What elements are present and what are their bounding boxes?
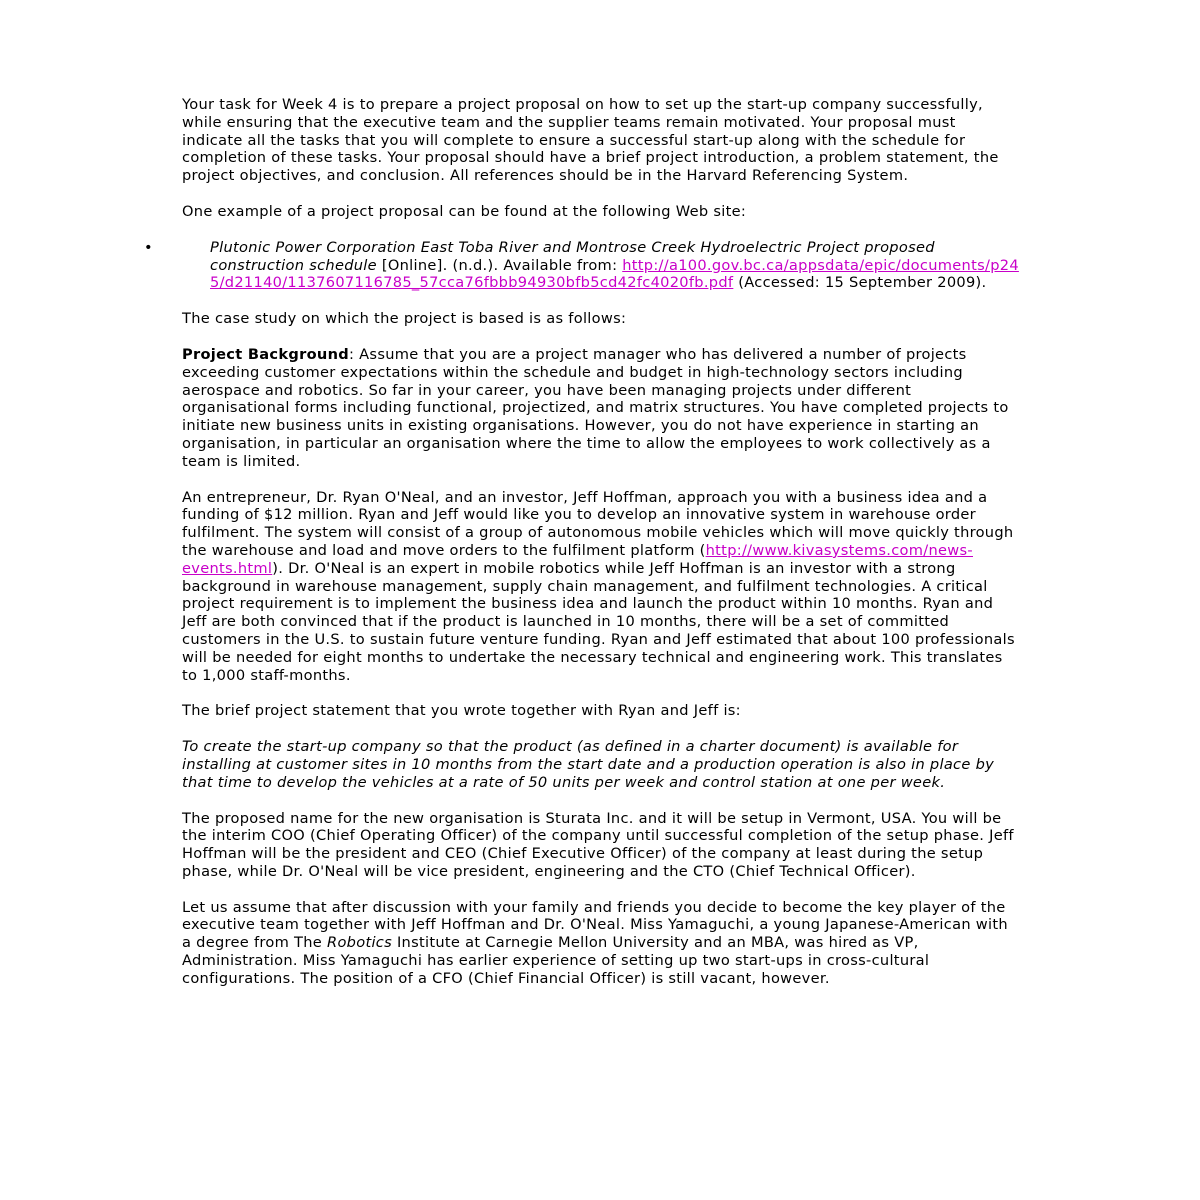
- paragraph-case-study-intro: The case study on which the project is based is as follows:: [182, 310, 627, 328]
- kivasystems-link[interactable]: http://www.kivasystems.com/news-events.html: [182, 541, 973, 577]
- paragraph-brief-statement-intro: The brief project statement that you wrote together with Ryan and Jeff is:: [182, 702, 741, 720]
- reference-online-note: [Online]. (n.d.). Available from:: [381, 256, 618, 274]
- paragraph-entrepreneur: [182, 489, 1020, 685]
- entrepreneur-text-part1: An entrepreneur, Dr. Ryan O'Neal, and an investor, Jeff Hoffman, approach you with a business idea and a funding of $12 million. Ryan and Jeff would like you to develop an innovative system in warehouse order fulfilment. The system will consist of a group of autonomous mobile vehicles which will move quickly through the warehouse and load and move orders to the fulfilment platform (: [182, 488, 1014, 559]
- document-content: [144, 96, 1020, 1006]
- assume-text-part2: Institute at Carnegie Mellon University and an MBA, was hired as VP, Administration. Miss Yamaguchi has earlier experience of setting up two start-ups in cross-cultural configurations. The position of a CFO (Chief Financial Officer) is still vacant, however.: [182, 934, 930, 987]
- paragraph-project-statement-quote: To create the start-up company so that the product (as defined in a charter document) is available for installing at customer sites in 10 months from the start date and a production operation is also in place by that time to develop the vehicles at a rate of 50 units per week and control station at one per week.: [182, 738, 995, 791]
- reference-url-link[interactable]: http://a100.gov.bc.ca/appsdata/epic/documents/p245/d21140/1137607116785_57cca76fbbb94930bfb5cd42fc4020fb.pdf: [210, 256, 1019, 292]
- project-background-label: Project Background: [182, 345, 350, 363]
- bullet-icon: •: [144, 238, 153, 256]
- paragraph-project-background: [182, 346, 1020, 471]
- robotics-institute-italic: Robotics: [327, 934, 393, 952]
- list-item-reference: [144, 238, 1020, 292]
- paragraph-proposed-name: The proposed name for the new organisation is Sturata Inc. and it will be setup in Vermont, USA. You will be the interim COO (Chief Operating Officer) of the company until successful completion of the setup phase. Jeff Hoffman will be the president and CEO (Chief Executive Officer) of the company at least during the setup phase, while Dr. O'Neal will be vice president, engineering and the CTO (Chief Technical Officer).: [182, 809, 1014, 880]
- assume-text-part1: Let us assume that after discussion with your family and friends you decide to become the key player of the executive team together with Jeff Hoffman and Dr. O'Neal. Miss Yamaguchi, a young Japanese-American with a degree from The: [182, 898, 1008, 952]
- reference-title: Plutonic Power Corporation East Toba River and Montrose Creek Hydroelectric Project proposed construction schedule: [210, 238, 935, 274]
- entrepreneur-text-part2: ). Dr. O'Neal is an expert in mobile robotics while Jeff Hoffman is an investor with a strong background in warehouse management, supply chain management, and fulfilment technologies. A critical project requirement is to implement the business idea and launch the product within 10 months. Ryan and Jeff are both convinced that if the product is launched in 10 months, there will be a set of committed customers in the U.S. to sustain future venture funding. Ryan and Jeff estimated that about 100 professionals will be needed for eight months to undertake the necessary technical and engineering work. This translates to 1,000 staff-months.: [182, 559, 1015, 684]
- paragraph-example-intro: One example of a project proposal can be found at the following Web site:: [182, 202, 747, 220]
- project-background-text: : Assume that you are a project manager who has delivered a number of projects exceeding customer expectations within the schedule and budget in high-technology sectors including aerospace and robotics. So far in your career, you have been managing projects under different organisational forms including functional, projectized, and matrix structures. You have completed projects to initiate new business units in existing organisations. However, you do not have experience in starting an organisation, in particular an organisation where the time to allow the employees to work collectively as a team is limited.: [182, 345, 1009, 470]
- paragraph-task-intro: Your task for Week 4 is to prepare a project proposal on how to set up the start-up company successfully, while ensuring that the executive team and the supplier teams remain motivated. Your proposal must indicate all the tasks that you will complete to ensure a successful start-up along with the schedule for completion of these tasks. Your proposal should have a brief project introduction, a problem statement, the project objectives, and conclusion. All references should be in the Harvard Referencing System.: [182, 96, 999, 185]
- reference-accessed-note: (Accessed: 15 September 2009).: [738, 274, 987, 292]
- paragraph-assume: [182, 899, 1020, 988]
